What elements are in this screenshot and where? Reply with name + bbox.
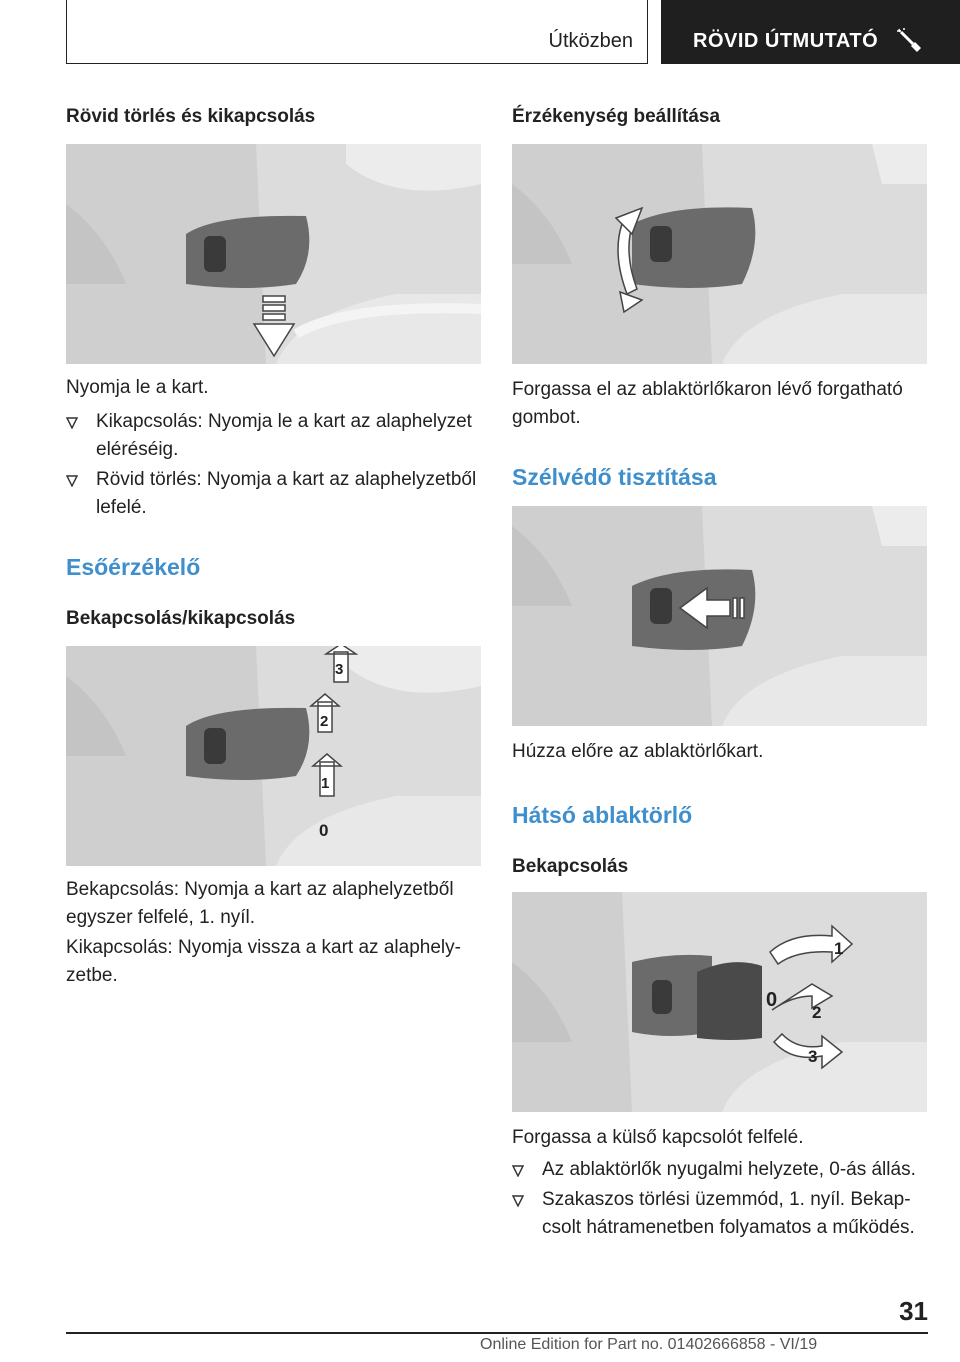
triangle-bullet-icon: [66, 417, 78, 429]
heading-on-off: Bekapcsolás/kikapcsolás: [66, 608, 296, 629]
heading-rear-wiper: Hátsó ablaktörlő: [512, 802, 693, 828]
heading-windshield: Szélvédő tisztítása: [512, 464, 717, 490]
figure-rear-wiper-positions: [512, 892, 927, 1112]
paragraph-outer-switch: Forgassa a külső kapcsolót felfelé.: [512, 1127, 804, 1148]
heading-rain-sensor: Esőérzékelő: [66, 554, 201, 580]
section-title: Útközben: [548, 30, 633, 52]
bullet-item: [66, 466, 481, 522]
heading-short-wipe: Rövid törlés és kikapcsolás: [66, 106, 316, 127]
bullet-text: Kikapcsolás: Nyomja le a kart az alaphelyzet eléréséig.: [96, 411, 472, 460]
bullet-text: Szakaszos törlési üzemmód, 1. nyíl. Bekapcsolt hátramenetben folyamatos a működés.: [542, 1189, 915, 1238]
paragraph-pull: Húzza előre az ablaktörlőkart.: [512, 741, 764, 762]
position-label-1: 1: [834, 939, 844, 958]
heading-turn-on: Bekapcsolás: [512, 856, 629, 877]
section-tab: [66, 0, 648, 64]
heading-sensitivity: Érzékenység beállítása: [512, 106, 721, 127]
bullet-item: [512, 1156, 927, 1184]
wand-icon: [897, 28, 925, 52]
figure-wiper-pull: [512, 506, 927, 726]
position-label-0: 0: [319, 821, 329, 840]
position-label-2: 2: [320, 713, 329, 730]
paragraph-turn-on: Bekapcsolás: Nyomja a kart az alaphelyzetből egyszer felfelé, 1. nyíl.: [66, 879, 454, 928]
position-label-3: 3: [808, 1047, 818, 1066]
triangle-bullet-icon: [66, 475, 78, 487]
position-label-3: 3: [335, 661, 344, 678]
paragraph-turn-off: Kikapcsolás: Nyomja vissza a kart az alaphelyzetbe.: [66, 937, 461, 986]
position-label-1: 1: [321, 775, 330, 792]
paragraph-rotate: Forgassa el az ablaktörlőkaron lévő forgatható gombot.: [512, 379, 903, 428]
position-label-0: 0: [766, 989, 778, 1011]
bullet-text: Az ablaktörlők nyugalmi helyzete, 0-ás állás.: [542, 1159, 916, 1180]
position-label-2: 2: [812, 1003, 822, 1022]
page-number: 31: [899, 1296, 928, 1326]
edition-text: Online Edition for Part no. 01402666858 - VI/19: [480, 1336, 818, 1353]
footer-divider: [66, 1332, 928, 1334]
bullet-text: Rövid törlés: Nyomja a kart az alaphelyzetből lefelé.: [96, 469, 477, 518]
paragraph-press-down: Nyomja le a kart.: [66, 377, 209, 398]
chapter-tab: [661, 0, 960, 64]
triangle-bullet-icon: [512, 1165, 524, 1177]
figure-wiper-press-down: [66, 144, 481, 364]
bullet-item: [512, 1186, 927, 1242]
bullet-item: [66, 408, 481, 464]
triangle-bullet-icon: [512, 1195, 524, 1207]
figure-wiper-rotate-knob: [512, 144, 927, 364]
chapter-title: RÖVID ÚTMUTATÓ: [693, 30, 879, 52]
figure-wiper-positions: [66, 646, 481, 866]
